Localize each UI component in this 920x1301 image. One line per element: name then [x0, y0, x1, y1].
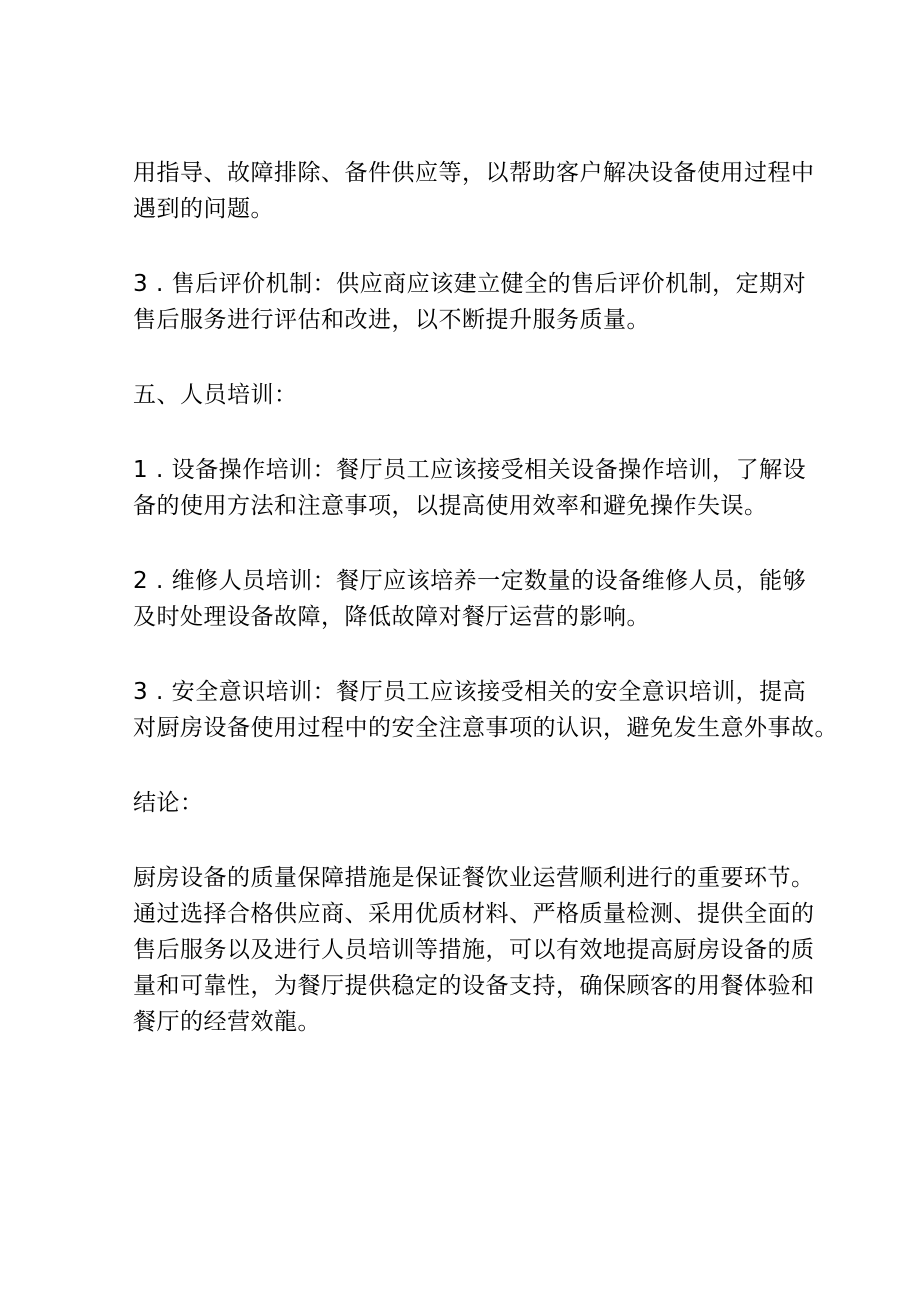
paragraph-conclusion — [133, 860, 815, 1040]
paragraph-after-sales-support-continued — [133, 155, 815, 227]
paragraph-equipment-operation-training — [133, 452, 807, 524]
text-line: 及时处理设备故障，降低故障对餐厅运营的影响。 — [133, 604, 650, 630]
text-line: 厨房设备的质量保障措施是保证餐饮业运营顺利进行的重要环节。 — [133, 865, 815, 891]
text-line: 售后服务进行评估和改进，以不断提升服务质量。 — [133, 307, 650, 333]
paragraph-after-sales-evaluation — [133, 266, 807, 338]
text-line: 遇到的问题。 — [133, 196, 274, 222]
text-line: 1 . 设备操作培训：餐厅员工应该接受相关设备操作培训，了解设 — [133, 457, 807, 483]
section-heading-staff-training — [133, 377, 803, 413]
text-line: 备的使用方法和注意事项，以提高使用效率和避免操作失误。 — [133, 493, 768, 519]
text-line: 3 . 安全意识培训：餐厅员工应该接受相关的安全意识培训，提高 — [133, 679, 807, 705]
text-line: 2 . 维修人员培训：餐厅应该培养一定数量的设备维修人员，能够 — [133, 568, 807, 594]
section-heading-conclusion — [133, 785, 803, 821]
paragraph-maintenance-staff-training — [133, 563, 807, 635]
text-line: 量和可靠性，为餐厅提供稳定的设备支持，确保顾客的用餐体验和 — [133, 973, 815, 999]
text-line: 五、人员培训： — [133, 382, 298, 408]
text-line: 3 . 售后评价机制：供应商应该建立健全的售后评价机制，定期对 — [133, 271, 807, 297]
text-line: 用指导、故障排除、备件供应等，以帮助客户解决设备使用过程中 — [133, 160, 815, 186]
text-line: 餐厅的经营效龍。 — [133, 1009, 321, 1035]
document-body — [133, 155, 838, 1040]
text-line: 结论： — [133, 790, 204, 816]
text-line: 对厨房设备使用过程中的安全注意事项的认识，避免发生意外事故。 — [133, 715, 838, 741]
text-line: 通过选择合格供应商、采用优质材料、严格质量检测、提供全面的 — [133, 901, 815, 927]
text-line: 售后服务以及进行人员培训等措施，可以有效地提高厨房设备的质 — [133, 937, 815, 963]
paragraph-safety-awareness-training — [133, 674, 838, 746]
